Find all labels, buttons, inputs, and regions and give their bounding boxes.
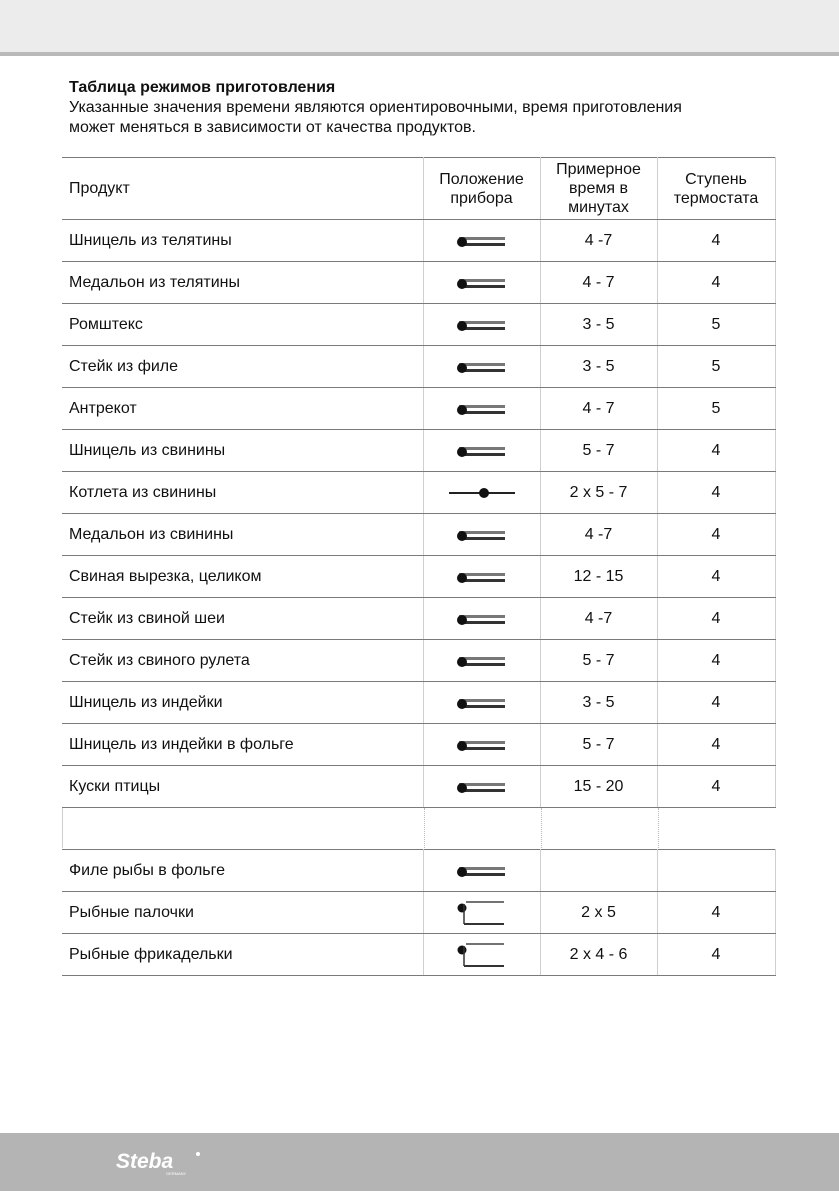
intro-block	[69, 78, 789, 138]
thermostat-cell	[657, 850, 775, 892]
product-cell: Котлета из свинины	[62, 472, 423, 514]
product-cell: Рыбные палочки	[62, 892, 423, 934]
table-row	[62, 892, 775, 934]
time-cell: 4 -7	[540, 514, 657, 556]
header-thermostat: Ступень термостата	[657, 158, 775, 220]
svg-text:GERMANY: GERMANY	[166, 1171, 187, 1176]
product-cell: Антрекот	[62, 388, 423, 430]
fish-table	[62, 849, 776, 976]
thermostat-cell: 4	[657, 556, 775, 598]
table-row	[62, 682, 775, 724]
position-cell	[423, 892, 540, 934]
product-cell: Медальон из свинины	[62, 514, 423, 556]
thermostat-cell: 4	[657, 220, 775, 262]
time-cell: 3 - 5	[540, 304, 657, 346]
time-cell: 2 x 4 - 6	[540, 934, 657, 976]
intro-line-2: может меняться в зависимости от качества продуктов.	[69, 119, 476, 136]
position-cell	[423, 640, 540, 682]
grill-bar-icon	[456, 863, 508, 879]
time-cell: 2 x 5 - 7	[540, 472, 657, 514]
time-cell: 5 - 7	[540, 640, 657, 682]
table-row	[62, 640, 775, 682]
grill-bar-icon	[456, 317, 508, 333]
table-row	[62, 850, 775, 892]
hinge-open-icon	[456, 941, 508, 969]
header-position: Положение прибора	[423, 158, 540, 220]
product-cell: Шницель из индейки в фольге	[62, 724, 423, 766]
product-cell: Свиная вырезка, целиком	[62, 556, 423, 598]
open-flat-icon	[447, 485, 517, 501]
table-row	[62, 514, 775, 556]
product-cell: Стейк из филе	[62, 346, 423, 388]
time-cell: 4 -7	[540, 220, 657, 262]
table-row	[62, 388, 775, 430]
product-cell: Стейк из свиной шеи	[62, 598, 423, 640]
product-cell: Шницель из свинины	[62, 430, 423, 472]
position-cell	[423, 934, 540, 976]
time-cell: 5 - 7	[540, 430, 657, 472]
product-cell: Филе рыбы в фольге	[62, 850, 423, 892]
position-cell	[423, 514, 540, 556]
brand-logo-icon	[116, 1148, 206, 1176]
time-cell: 15 - 20	[540, 766, 657, 808]
page-title: Таблица режимов приготовления	[69, 79, 336, 96]
table-gap	[62, 808, 776, 848]
thermostat-cell: 4	[657, 766, 775, 808]
hinge-open-icon	[456, 899, 508, 927]
product-cell: Рыбные фрикадельки	[62, 934, 423, 976]
table-row	[62, 598, 775, 640]
grill-bar-icon	[456, 695, 508, 711]
table-row	[62, 724, 775, 766]
product-cell: Шницель из телятины	[62, 220, 423, 262]
position-cell	[423, 346, 540, 388]
header-product: Продукт	[62, 158, 423, 220]
position-cell	[423, 388, 540, 430]
thermostat-cell: 4	[657, 262, 775, 304]
grill-bar-icon	[456, 275, 508, 291]
time-cell: 4 - 7	[540, 262, 657, 304]
thermostat-cell: 4	[657, 724, 775, 766]
grill-bar-icon	[456, 737, 508, 753]
grill-bar-icon	[456, 779, 508, 795]
position-cell	[423, 598, 540, 640]
table-row	[62, 304, 775, 346]
product-cell: Медальон из телятины	[62, 262, 423, 304]
position-cell	[423, 304, 540, 346]
svg-text:Steba: Steba	[116, 1150, 174, 1173]
position-cell	[423, 430, 540, 472]
thermostat-cell: 5	[657, 304, 775, 346]
table-row	[62, 346, 775, 388]
position-cell	[423, 556, 540, 598]
time-cell: 4 - 7	[540, 388, 657, 430]
time-cell: 3 - 5	[540, 346, 657, 388]
position-cell	[423, 472, 540, 514]
grill-bar-icon	[456, 359, 508, 375]
steba-logo	[116, 1148, 206, 1181]
table-row	[62, 262, 775, 304]
position-cell	[423, 220, 540, 262]
position-cell	[423, 850, 540, 892]
grill-bar-icon	[456, 653, 508, 669]
thermostat-cell: 4	[657, 430, 775, 472]
thermostat-cell: 4	[657, 514, 775, 556]
table-row	[62, 934, 775, 976]
grill-bar-icon	[456, 527, 508, 543]
header-band	[0, 0, 839, 52]
position-cell	[423, 262, 540, 304]
product-cell: Шницель из индейки	[62, 682, 423, 724]
table-row	[62, 556, 775, 598]
thermostat-cell: 4	[657, 598, 775, 640]
intro-line-1: Указанные значения времени являются ориентировочными, время приготовления	[69, 99, 682, 116]
time-cell: 5 - 7	[540, 724, 657, 766]
product-cell: Стейк из свиного рулета	[62, 640, 423, 682]
product-cell: Куски птицы	[62, 766, 423, 808]
thermostat-cell: 5	[657, 388, 775, 430]
time-cell: 3 - 5	[540, 682, 657, 724]
table-row	[62, 472, 775, 514]
thermostat-cell: 4	[657, 640, 775, 682]
header-divider	[0, 52, 839, 56]
position-cell	[423, 724, 540, 766]
product-cell: Ромштекс	[62, 304, 423, 346]
thermostat-cell: 4	[657, 472, 775, 514]
thermostat-cell: 4	[657, 934, 775, 976]
grill-bar-icon	[456, 443, 508, 459]
thermostat-cell: 4	[657, 892, 775, 934]
position-cell	[423, 682, 540, 724]
thermostat-cell: 4	[657, 682, 775, 724]
table-row	[62, 766, 775, 808]
header-time: Примерное время в минутах	[540, 158, 657, 220]
meat-table	[62, 157, 776, 808]
time-cell	[540, 850, 657, 892]
grill-bar-icon	[456, 611, 508, 627]
grill-bar-icon	[456, 569, 508, 585]
table-row	[62, 430, 775, 472]
time-cell: 2 x 5	[540, 892, 657, 934]
position-cell	[423, 766, 540, 808]
time-cell: 12 - 15	[540, 556, 657, 598]
thermostat-cell: 5	[657, 346, 775, 388]
table-header-row	[62, 158, 775, 220]
grill-bar-icon	[456, 233, 508, 249]
grill-bar-icon	[456, 401, 508, 417]
table-row	[62, 220, 775, 262]
time-cell: 4 -7	[540, 598, 657, 640]
